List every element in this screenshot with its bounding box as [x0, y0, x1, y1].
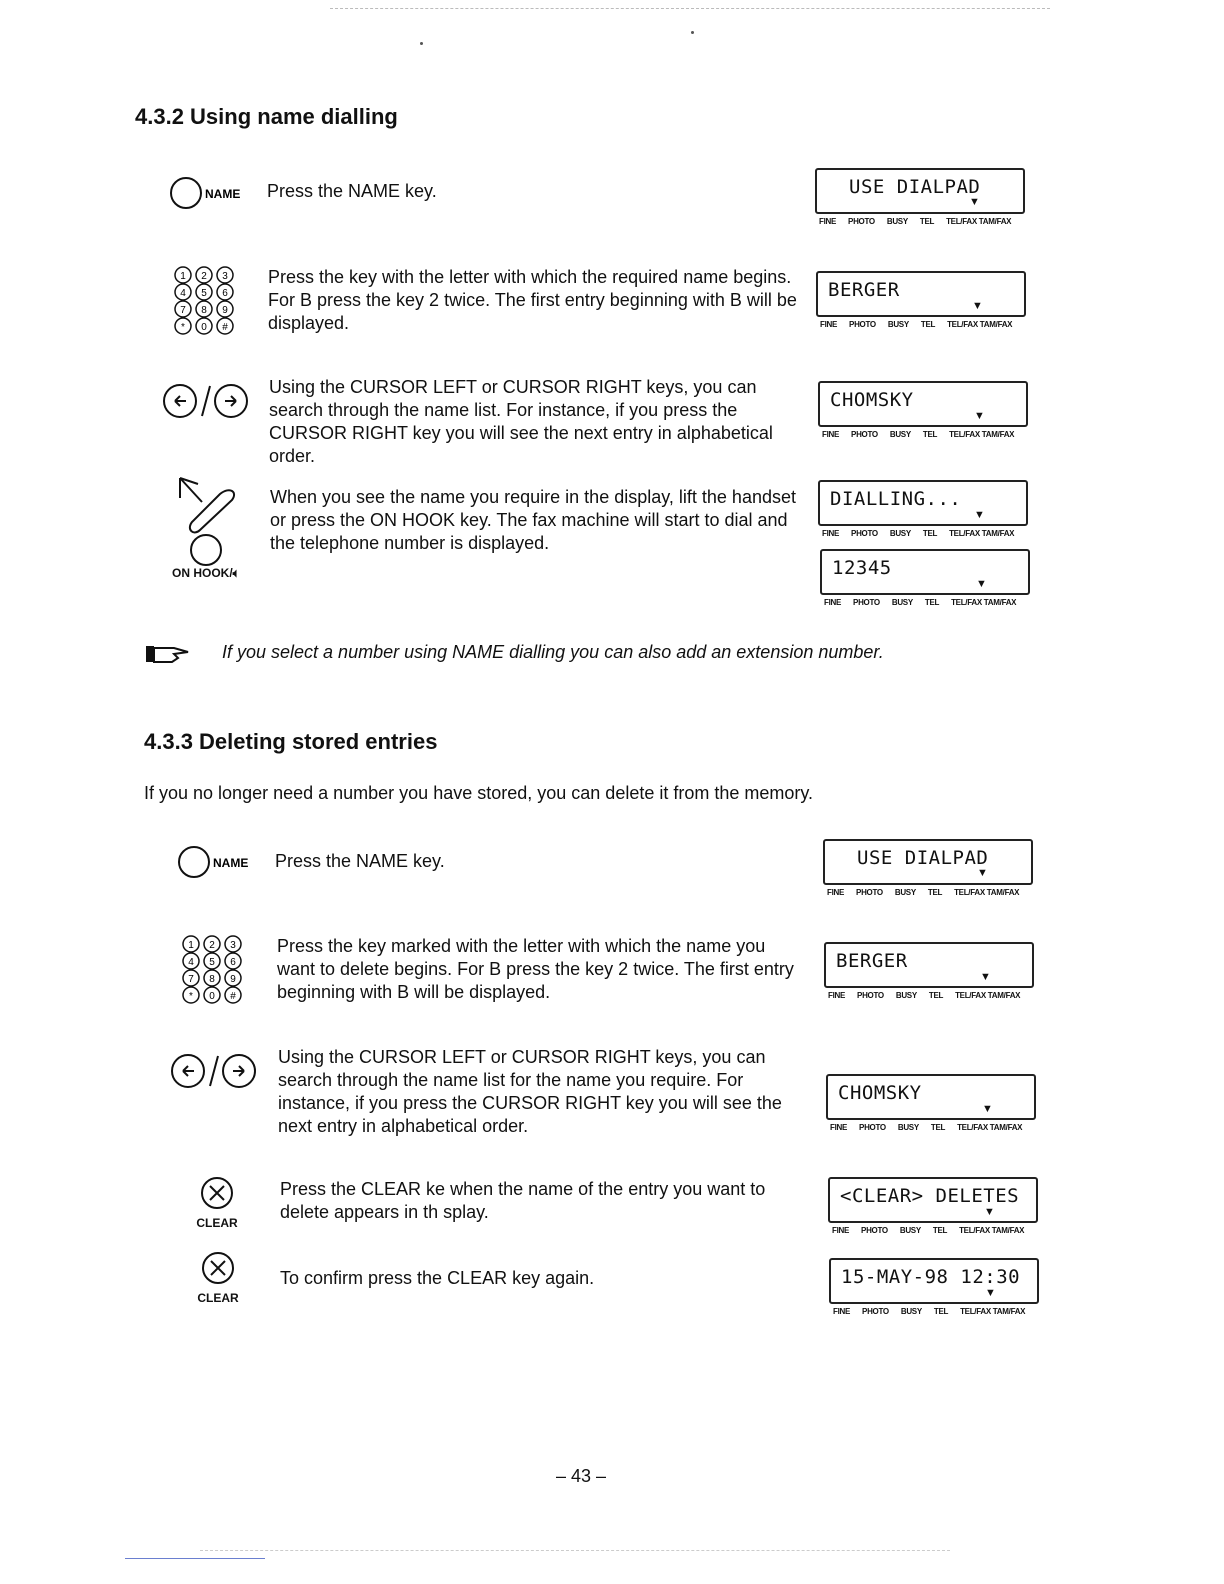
keypad-digit: * [189, 991, 193, 1002]
status-label: TEL/FAX TAM/FAX [947, 320, 1013, 329]
lcd-text: DIALLING... [830, 488, 962, 510]
lcd-status-row [829, 1307, 1039, 1316]
status-label: FINE [822, 529, 840, 538]
lcd-status-row [828, 1226, 1038, 1235]
step-text: Press the key marked with the letter with which the name you want to delete begins. For B press the key 2 twice. The first entry beginning with B will be displayed. [277, 936, 794, 1002]
lcd-status-row [816, 320, 1026, 329]
scan-artifact-top [330, 8, 1050, 9]
status-label: BUSY [891, 598, 913, 607]
clear-key [196, 1175, 238, 1230]
status-label: FINE [827, 888, 845, 897]
status-label: PHOTO [857, 991, 884, 1000]
step-text: When you see the name you require in the display, lift the handset or press the ON HOOK key. The fax machine will start to dial and the telephone number is displayed. [270, 487, 796, 553]
status-label: FINE [822, 430, 840, 439]
status-label: BUSY [886, 217, 908, 226]
lcd-text: USE DIALPAD [849, 176, 981, 198]
status-label: PHOTO [848, 217, 875, 226]
status-label: BUSY [894, 888, 916, 897]
lcd-status-row [826, 1123, 1036, 1132]
status-label: FINE [820, 320, 838, 329]
section-heading-deleting: 4.3.3 Deleting stored entries [144, 729, 438, 754]
keypad-digit: 0 [209, 991, 215, 1002]
keypad-digit: # [230, 991, 236, 1002]
keypad-digit: 2 [201, 271, 207, 282]
intro-text: If you no longer need a number you have stored, you can delete it from the memory. [144, 783, 814, 803]
keypad-digit: 9 [230, 974, 236, 985]
status-label: BUSY [897, 1123, 919, 1132]
status-label: TEL/FAX TAM/FAX [957, 1123, 1023, 1132]
status-label: TEL/FAX TAM/FAX [955, 991, 1021, 1000]
step-text: Using the CURSOR LEFT or CURSOR RIGHT keys, you can search through the name list for the name you require. For instance, if you press the CURSOR RIGHT key you will see the next entry in alphabetical order. [278, 1047, 782, 1136]
step-text: To confirm press the CLEAR key again. [280, 1268, 595, 1288]
keypad-digit: 5 [201, 288, 207, 299]
speaker-icon: 🔈︎ [232, 566, 240, 580]
status-label: TEL [924, 598, 940, 607]
svg-text:NAME: NAME [213, 856, 249, 870]
pointing-hand-icon [144, 640, 192, 673]
lcd-display [815, 168, 1025, 226]
lcd-text: 12345 [832, 557, 892, 579]
lcd-status-row [818, 529, 1028, 538]
status-label: TEL [922, 529, 938, 538]
keypad-digit: 6 [230, 957, 236, 968]
keypad-icon [172, 266, 238, 343]
status-label: BUSY [895, 991, 917, 1000]
status-label: TEL [922, 430, 938, 439]
status-label: FINE [819, 217, 837, 226]
arrow-down-icon: ▼ [980, 971, 991, 983]
lcd-display [828, 1177, 1038, 1235]
svg-text:NAME: NAME [205, 187, 241, 201]
status-label: FINE [832, 1226, 850, 1235]
lcd-status-row [818, 430, 1028, 439]
status-label: FINE [830, 1123, 848, 1132]
keypad-digit: 3 [230, 940, 236, 951]
keypad-digit: 9 [222, 305, 228, 316]
keypad-digit: 5 [209, 957, 215, 968]
status-label: FINE [824, 598, 842, 607]
status-label: FINE [828, 991, 846, 1000]
clear-icon [200, 1250, 236, 1286]
arrow-down-icon: ▼ [984, 1206, 995, 1218]
clear-key [197, 1250, 239, 1305]
keypad-digit: * [181, 322, 185, 333]
arrow-down-icon: ▼ [982, 1103, 993, 1115]
lcd-text: 15-MAY-98 12:30 [841, 1266, 1021, 1288]
status-label: BUSY [887, 320, 909, 329]
keypad-icon [180, 935, 246, 1012]
status-label: FINE [833, 1307, 851, 1316]
section-heading-name-dialling: 4.3.2 Using name dialling [135, 104, 398, 129]
on-hook-key-label: ON HOOK/🔈︎ [172, 566, 240, 580]
status-label: TEL/FAX TAM/FAX [951, 598, 1017, 607]
cursor-keys-icon [162, 382, 252, 427]
scan-dot [420, 42, 423, 45]
scan-artifact-bottom [200, 1550, 950, 1551]
status-label: TEL/FAX TAM/FAX [960, 1307, 1026, 1316]
scan-dot [691, 31, 694, 34]
arrow-down-icon: ▼ [974, 509, 985, 521]
lcd-text: <CLEAR> DELETES [840, 1185, 1020, 1207]
step-text: Press the CLEAR ke when the name of the entry you want to delete appears in th splay. [280, 1179, 766, 1222]
arrow-down-icon: ▼ [976, 578, 987, 590]
status-label: TEL [930, 1123, 946, 1132]
keypad-digit: 7 [180, 305, 186, 316]
keypad-digit: 4 [188, 957, 194, 968]
status-label: BUSY [889, 529, 911, 538]
step-text: Press the NAME key. [275, 851, 445, 871]
lcd-display [829, 1258, 1039, 1316]
lcd-text: CHOMSKY [838, 1082, 922, 1104]
cursor-keys-icon [170, 1052, 260, 1097]
status-label: TEL [919, 217, 935, 226]
status-label: PHOTO [856, 888, 883, 897]
clear-icon [199, 1175, 235, 1211]
status-label: PHOTO [849, 320, 876, 329]
keypad-digit: # [222, 322, 228, 333]
clear-key-label: CLEAR [197, 1291, 239, 1305]
keypad-digit: 8 [201, 305, 207, 316]
status-label: TEL/FAX TAM/FAX [946, 217, 1012, 226]
keypad-digit: 6 [222, 288, 228, 299]
status-label: TEL [933, 1307, 949, 1316]
keypad-digit: 3 [222, 271, 228, 282]
status-label: TEL/FAX TAM/FAX [954, 888, 1020, 897]
status-label: TEL [920, 320, 936, 329]
status-label: PHOTO [862, 1307, 889, 1316]
lcd-text: USE DIALPAD [857, 847, 989, 869]
status-label: TEL/FAX TAM/FAX [949, 529, 1015, 538]
lcd-status-row [820, 598, 1030, 607]
arrow-down-icon: ▼ [972, 300, 983, 312]
status-label: PHOTO [861, 1226, 888, 1235]
step-text: Using the CURSOR LEFT or CURSOR RIGHT keys, you can search through the name list. For instance, if you press the CURSOR RIGHT key you will see the next entry in alphabetical order. [269, 377, 773, 466]
keypad-digit: 0 [201, 322, 207, 333]
keypad-digit: 4 [180, 288, 186, 299]
page-number: – 43 – [556, 1466, 607, 1486]
status-label: PHOTO [859, 1123, 886, 1132]
name-key-icon [170, 176, 250, 217]
name-key-icon [178, 845, 258, 886]
lcd-status-row [824, 991, 1034, 1000]
lcd-display [824, 942, 1034, 1000]
keypad-digit: 2 [209, 940, 215, 951]
lcd-display [818, 480, 1028, 538]
lcd-status-row [823, 888, 1033, 897]
keypad-digit: 7 [188, 974, 194, 985]
status-label: PHOTO [853, 598, 880, 607]
lcd-display [816, 271, 1026, 329]
status-label: TEL/FAX TAM/FAX [949, 430, 1015, 439]
lcd-text: BERGER [836, 950, 908, 972]
lcd-text: BERGER [828, 279, 900, 301]
keypad-digit: 1 [188, 940, 194, 951]
lcd-display [818, 381, 1028, 439]
keypad-digit: 8 [209, 974, 215, 985]
note-text: If you select a number using NAME dialling you can also add an extension number. [222, 642, 884, 662]
status-label: BUSY [900, 1307, 922, 1316]
arrow-down-icon: ▼ [985, 1287, 996, 1299]
keypad-digit: 1 [180, 271, 186, 282]
status-label: TEL [932, 1226, 948, 1235]
status-label: TEL/FAX TAM/FAX [959, 1226, 1025, 1235]
step-text: Press the NAME key. [267, 181, 437, 201]
status-label: TEL [928, 991, 944, 1000]
scan-artifact-bottom [125, 1558, 265, 1559]
status-label: TEL [927, 888, 943, 897]
lcd-status-row [815, 217, 1025, 226]
status-label: PHOTO [851, 529, 878, 538]
step-text: Press the key with the letter with which the required name begins. For B press the key 2 twice. The first entry beginning with B will be displayed. [268, 267, 797, 333]
arrow-down-icon: ▼ [969, 196, 980, 208]
clear-key-label: CLEAR [196, 1216, 238, 1230]
arrow-down-icon: ▼ [974, 410, 985, 422]
lcd-display [820, 549, 1030, 607]
status-label: BUSY [889, 430, 911, 439]
lcd-display [826, 1074, 1036, 1132]
arrow-down-icon: ▼ [977, 867, 988, 879]
lcd-display [823, 839, 1033, 897]
status-label: PHOTO [851, 430, 878, 439]
lcd-text: CHOMSKY [830, 389, 914, 411]
status-label: BUSY [899, 1226, 921, 1235]
